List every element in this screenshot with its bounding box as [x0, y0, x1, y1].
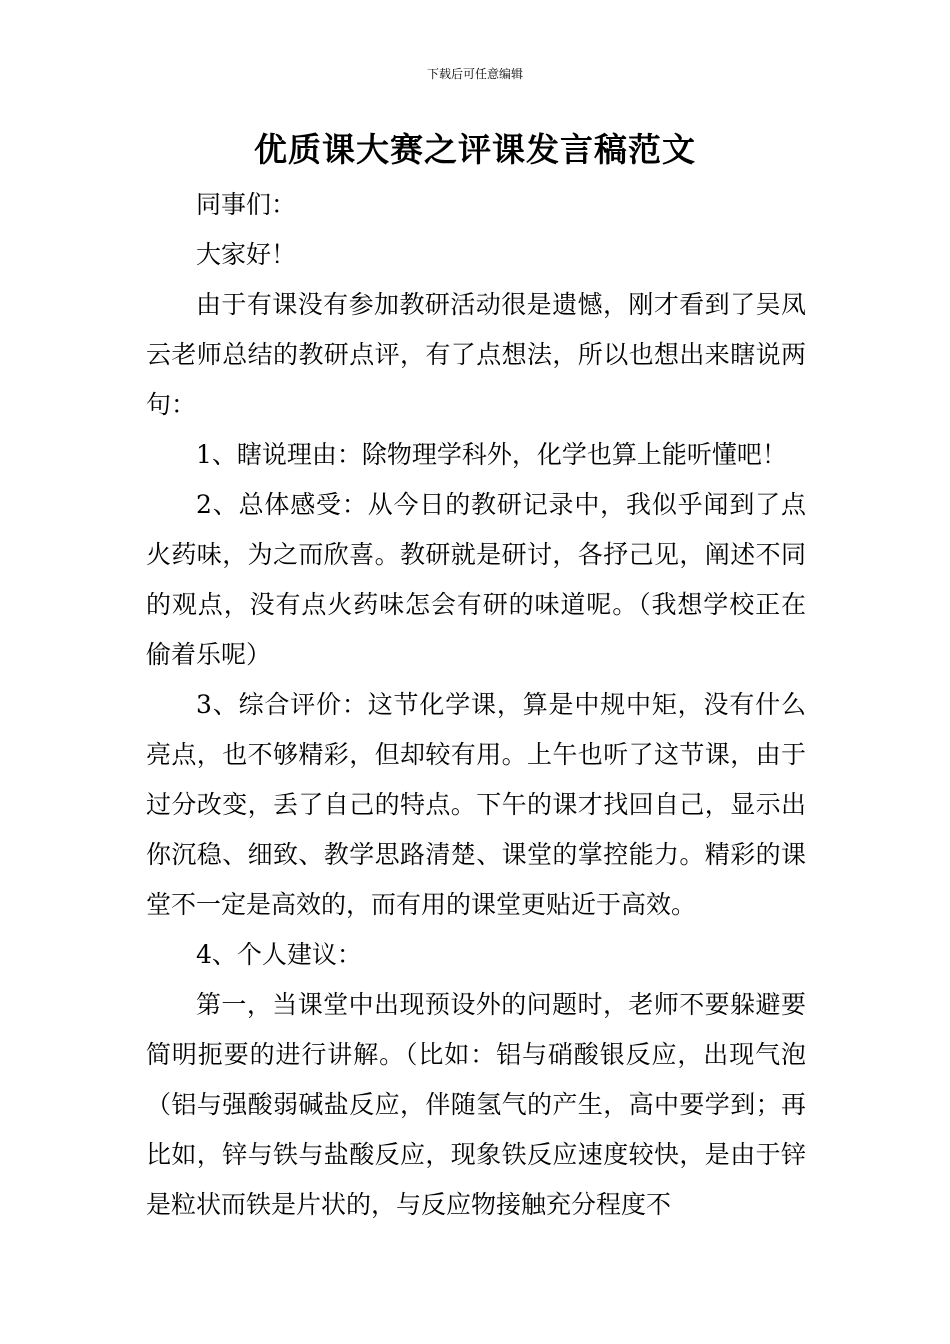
header-note: 下载后可任意编辑	[426, 67, 523, 81]
document-title: 优质课大赛之评课发言稿范文	[254, 130, 696, 169]
paragraph-point-1: 1、瞎说理由：除物理学科外，化学也算上能听懂吧！	[196, 440, 787, 469]
paragraph-point-2: 2、总体感受：从今日的教研记录中，我似乎闻到了点火药味，为之而欣喜。教研就是研讨，各抒己见，阐述不同的观点，没有点火药味怎会有研的味道呢。（我想学校正在偷着乐呢）	[146, 490, 806, 669]
paragraph-intro: 由于有课没有参加教研活动很是遗憾，刚才看到了吴凤云老师总结的教研点评，有了点想法，所以也想出来瞎说两句：	[146, 290, 806, 419]
paragraph-hello: 大家好！	[196, 240, 297, 269]
paragraph-suggestion-1: 第一，当课堂中出现预设外的问题时，老师不要躲避要简明扼要的进行讲解。（比如：铝与硝酸银反应，出现气泡（铝与强酸弱碱盐反应，伴随氢气的产生，高中要学到；再比如，锌与铁与盐酸反应，现象铁反应速度较快，是由于锌是粒状而铁是片状的，与反应物接触充分程度不	[146, 990, 806, 1219]
document-body	[146, 180, 806, 1230]
paragraph-greeting: 同事们：	[196, 190, 297, 219]
paragraph-point-3: 3、综合评价：这节化学课，算是中规中矩，没有什么亮点，也不够精彩，但却较有用。上午也听了这节课，由于过分改变，丢了自己的特点。下午的课才找回自己，显示出你沉稳、细致、教学思路清楚、课堂的掌控能力。精彩的课堂不一定是高效的，而有用的课堂更贴近于高效。	[146, 690, 806, 919]
paragraph-point-4: 4、个人建议：	[196, 940, 362, 969]
